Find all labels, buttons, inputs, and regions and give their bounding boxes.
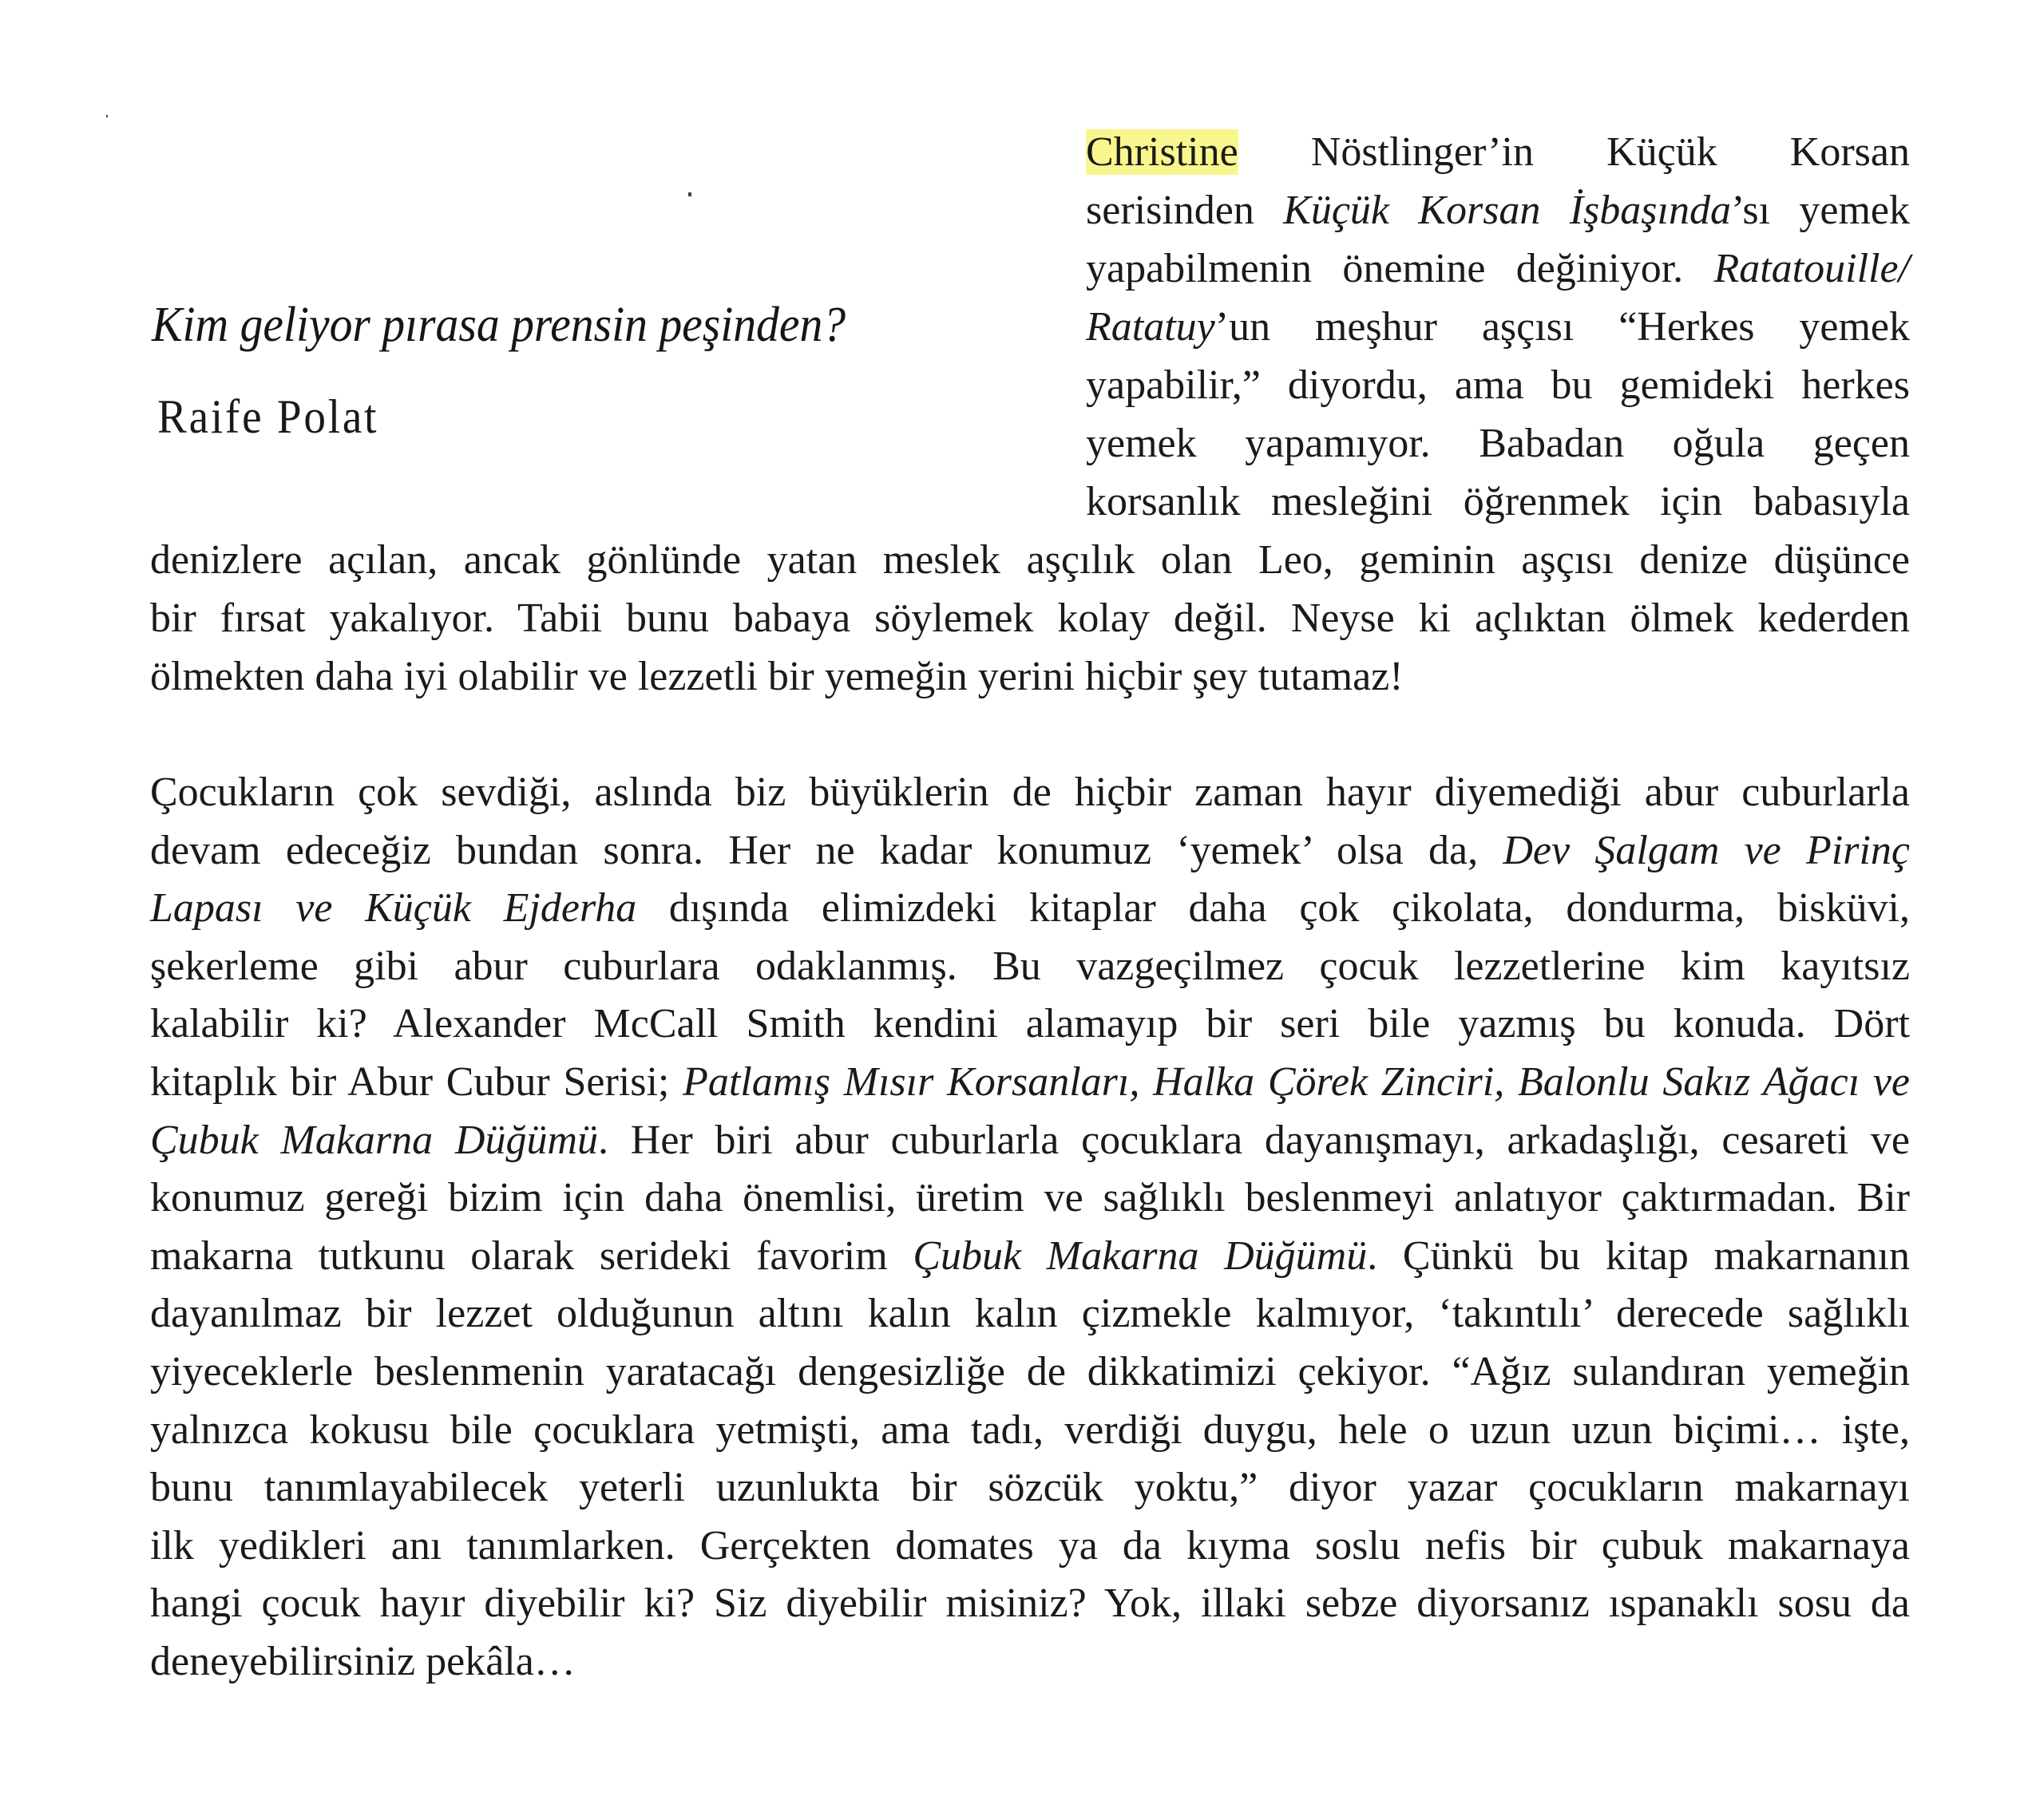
text-line xyxy=(1086,301,1910,354)
text-segment: yapabilir,” diyordu, ama bu gemideki herkes xyxy=(1086,362,1910,408)
book-title-italic: Dev Şalgam ve Pirinç xyxy=(1503,827,1910,873)
highlighted-text: Christine xyxy=(1086,129,1238,175)
text-line xyxy=(1086,476,1910,528)
text-line xyxy=(150,1404,1910,1457)
text-segment: deneyebilirsiniz pekâla… xyxy=(150,1639,576,1684)
text-segment: dayanılmaz bir lezzet olduğunun altını kalın kalın çizmekle kalmıyor, ‘takıntılı’ derecede sağlıklı xyxy=(150,1291,1910,1337)
text-segment: denizlere açılan, ancak gönlünde yatan meslek aşçılık olan Leo, geminin aşçısı denize düşünce xyxy=(150,537,1910,583)
text-segment: ’sı yemek xyxy=(1730,188,1910,233)
text-line xyxy=(150,534,1910,587)
text-line xyxy=(150,766,1910,819)
text-segment: . Çünkü bu kitap makarnanın xyxy=(1367,1232,1910,1279)
text-line xyxy=(150,825,1910,877)
text-segment: hangi çocuk hayır diyebilir ki? Siz diyebilir misiniz? Yok, illaki sebze diyorsanız ıspanaklı sosu da xyxy=(150,1580,1910,1627)
text-segment: korsanlık mesleğini öğrenmek için babasıyla xyxy=(1086,479,1910,524)
text-line xyxy=(150,592,1910,645)
book-title-italic: Küçük Korsan İşbaşında xyxy=(1283,188,1731,233)
text-segment: serisinden xyxy=(1086,188,1284,233)
text-segment: şekerleme gibi abur cuburlara odaklanmış. Bu vazgeçilmez çocuk lezzetlerine kim kayıtsız xyxy=(150,943,1910,989)
text-segment: bir fırsat yakalıyor. Tabii bunu babaya söylemek kolay değil. Neyse ki açlıktan ölmek kederden xyxy=(150,595,1910,641)
text-segment: Nöstlinger’in Küçük Korsan xyxy=(1238,129,1910,175)
text-line xyxy=(1086,243,1910,295)
text-segment: kitaplık bir Abur Cubur Serisi; xyxy=(150,1059,683,1105)
book-title-italic: Çubuk Makarna Düğümü xyxy=(913,1232,1368,1279)
text-line xyxy=(150,1462,1910,1514)
text-segment: devam edeceğiz bundan sonra. Her ne kadar konumuz ‘yemek’ olsa da, xyxy=(150,827,1503,873)
text-segment: ölmekten daha iyi olabilir ve lezzetli bir yemeğin yerini hiçbir şey tutamaz! xyxy=(150,654,1404,699)
text-segment: yiyeceklerle beslenmenin yaratacağı dengesizliğe de dikkatimizi çekiyor. “Ağız sulandıran yemeğin xyxy=(150,1349,1910,1395)
text-segment: yapabilmenin önemine değiniyor. xyxy=(1086,246,1714,291)
text-segment: Çocukların çok sevdiği, aslında biz büyüklerin de hiçbir zaman hayır diyemediği abur cuburlarla xyxy=(150,769,1910,815)
text-line xyxy=(150,651,1910,703)
text-line xyxy=(150,1230,1910,1283)
text-line xyxy=(150,1520,1910,1573)
text-line xyxy=(150,1056,1910,1109)
text-line xyxy=(150,1577,1910,1630)
text-line xyxy=(150,940,1910,993)
text-line xyxy=(150,1288,1910,1340)
text-segment: makarna tutkunu olarak serideki favorim xyxy=(150,1232,913,1279)
text-line xyxy=(1086,126,1910,179)
text-segment: yemek yapamıyor. Babadan oğula geçen xyxy=(1086,421,1910,466)
text-line xyxy=(150,1172,1910,1224)
text-segment: ’un meşhur aşçısı “Herkes yemek xyxy=(1214,304,1910,350)
article-title: Kim geliyor pırasa prensin peşinden? xyxy=(152,298,846,352)
text-line xyxy=(150,998,1910,1050)
text-segment: . Her biri abur cuburlarla çocuklara dayanışmayı, arkadaşlığı, cesareti ve xyxy=(598,1117,1910,1163)
text-segment: yalnızca kokusu bile çocuklara yetmişti, ama tadı, verdiği duygu, hele o uzun uzun biçimi… işte, xyxy=(150,1406,1910,1453)
text-segment: ilk yedikleri anı tanımlarken. Gerçekten domates ya da kıyma soslu nefis bir çubuk makarnaya xyxy=(150,1522,1910,1569)
scan-speck xyxy=(688,192,691,196)
book-title-italic: Patlamış Mısır Korsanları, Halka Çörek Zinciri, Balonlu Sakız Ağacı ve xyxy=(683,1059,1911,1105)
book-title-italic: Ratatouille/ xyxy=(1713,246,1910,291)
text-line xyxy=(1086,417,1910,470)
text-line xyxy=(150,1346,1910,1398)
scan-speck xyxy=(106,115,108,117)
text-line xyxy=(150,882,1910,935)
text-line xyxy=(1086,184,1910,237)
book-title-italic: Lapası ve Küçük Ejderha xyxy=(150,885,637,932)
text-line xyxy=(1086,359,1910,412)
book-title-italic: Çubuk Makarna Düğümü xyxy=(150,1117,599,1163)
text-segment: dışında elimizdeki kitaplar daha çok çikolata, dondurma, bisküvi, xyxy=(636,885,1910,932)
text-line xyxy=(150,1636,1910,1688)
text-segment: konumuz gereği bizim için daha önemlisi, üretim ve sağlıklı beslenmeyi anlatıyor çaktırmadan. Bir xyxy=(150,1175,1910,1221)
book-title-italic: Ratatuy xyxy=(1086,304,1215,350)
text-segment: bunu tanımlayabilecek yeterli uzunlukta bir sözcük yoktu,” diyor yazar çocukların makarnayı xyxy=(150,1465,1910,1511)
text-segment: kalabilir ki? Alexander McCall Smith kendini alamayıp bir seri bile yazmış bu konuda. Dört xyxy=(150,1001,1910,1047)
text-line xyxy=(150,1114,1910,1167)
article-author: Raife Polat xyxy=(157,390,379,443)
